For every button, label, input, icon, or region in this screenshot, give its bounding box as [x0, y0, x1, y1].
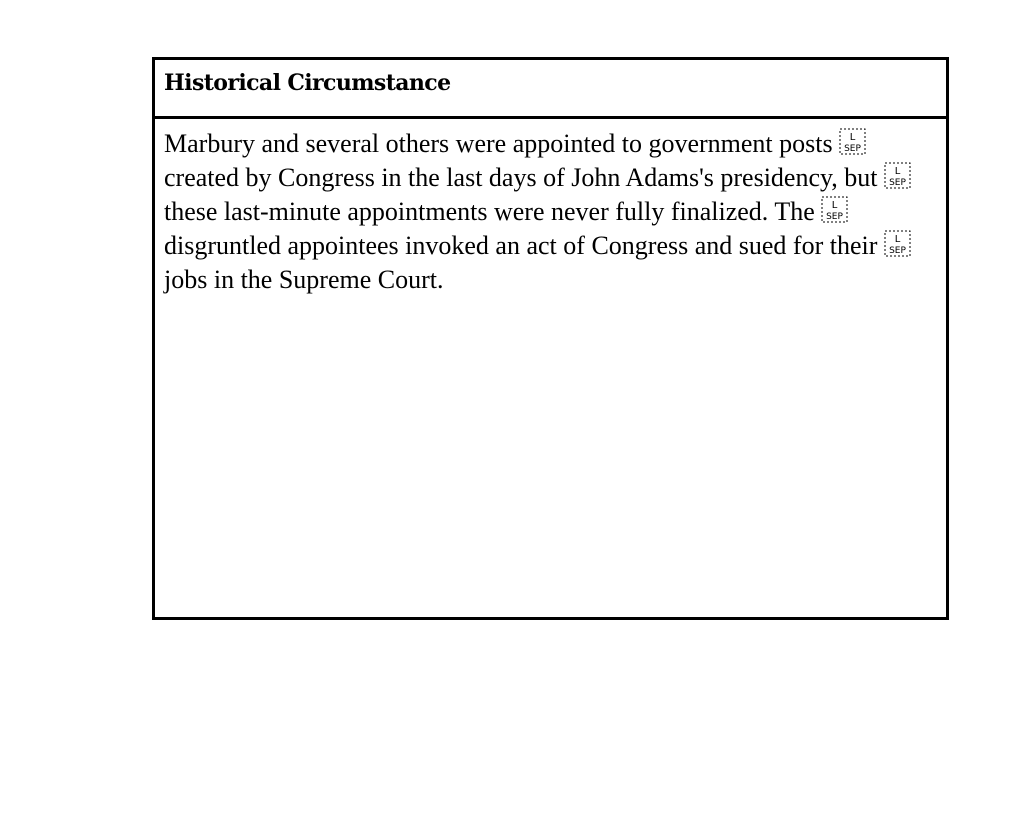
text-segment-4: disgruntled appointees invoked an act of Congress and sued for their [164, 231, 884, 260]
text-segment-2: created by Congress in the last days of John Adams's presidency, but [164, 163, 885, 192]
box-header [155, 60, 946, 119]
sep-glyph-bottom: SEP [844, 144, 862, 154]
line-separator-icon [821, 196, 848, 223]
line-separator-icon [884, 230, 911, 257]
svg-text:L: L [831, 200, 838, 211]
text-segment-3: these last-minute appointments were never fully finalized. The [164, 197, 822, 226]
svg-text:SEP: SEP [888, 246, 906, 256]
sep-glyph-top: L [849, 132, 856, 143]
svg-text:SEP: SEP [826, 212, 844, 222]
circumstance-text [164, 127, 937, 297]
box-body [155, 119, 946, 297]
text-segment-1: Marbury and several others were appointed to government posts [164, 129, 840, 158]
svg-text:L: L [894, 234, 901, 245]
line-separator-icon [839, 128, 866, 155]
svg-text:SEP: SEP [889, 178, 906, 188]
line-separator-icon [884, 162, 911, 189]
historical-circumstance-box [152, 57, 949, 620]
box-title: Historical Circumstance [164, 70, 451, 96]
text-segment-5: jobs in the Supreme Court. [164, 265, 444, 294]
svg-text:L: L [894, 166, 901, 177]
